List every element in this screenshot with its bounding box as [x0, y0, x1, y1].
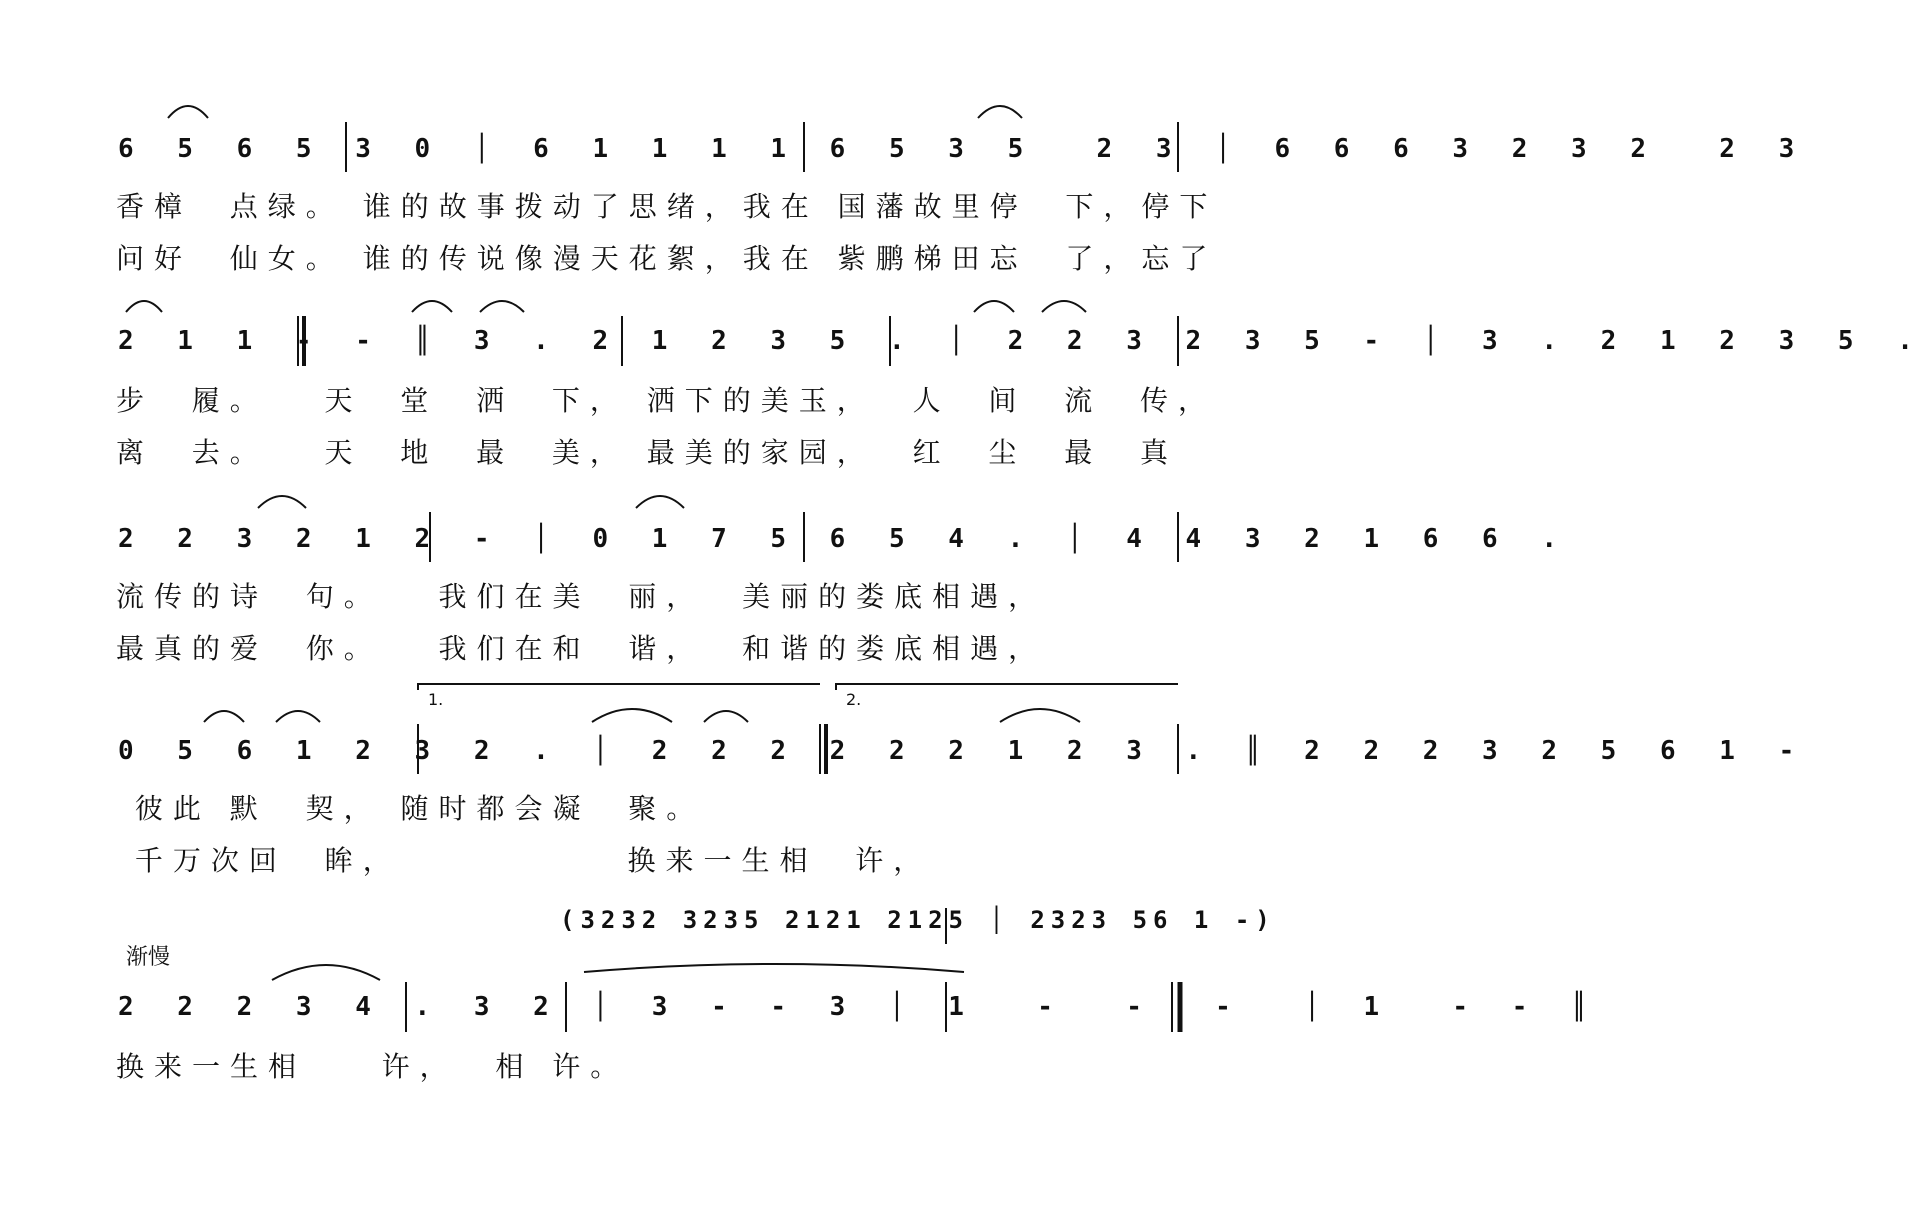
- slur-mark: [584, 964, 964, 972]
- lyric-row-1-verse-1: 香樟 点绿。 谁的故事拨动了思绪，我在 国藩故里停 下，停下: [116, 190, 1218, 223]
- volta-2-label: 2.: [846, 690, 862, 709]
- slur-mark: [636, 496, 684, 508]
- notation-row-1: 6 5 6 5 3 0 │ 6 1 1 1 1 6 5 3 5 2 3 │ 6 6 6 3 2 3 2 2 3: [118, 134, 1809, 164]
- slur-mark: [276, 711, 320, 722]
- slur-mark: [412, 301, 452, 312]
- volta-bracket: [418, 684, 820, 690]
- slur-mark: [704, 711, 748, 722]
- notation-row-3: 2 2 3 2 1 2 - │ 0 1 7 5 6 5 4 . │ 4 4 3 2 1 6 6 .: [118, 524, 1572, 554]
- lyric-row-4-verse-1: 彼此 默 契， 随时都会凝 聚。: [116, 792, 705, 825]
- notation-row-5: 2 2 2 3 4 . 3 2 │ 3 - - 3 │ 1 - - - │ 1 - - ║: [118, 992, 1601, 1022]
- notation-row-2: 2 1 1 - - ║ 3 . 2 1 2 3 5 . │ 2 2 3 2 3 5 - │ 3 . 2 1 2 3 5 .: [118, 326, 1927, 356]
- slur-mark: [592, 709, 672, 722]
- slur-mark: [1000, 709, 1080, 722]
- lyric-row-2-verse-1: 步 履。 天 堂 洒 下， 洒下的美玉， 人 间 流 传，: [116, 384, 1217, 417]
- slur-mark: [272, 965, 380, 980]
- slur-mark: [974, 301, 1014, 312]
- slur-mark: [480, 301, 524, 312]
- slur-mark: [258, 496, 306, 508]
- lyric-row-4-verse-2: 千万次回 眸， 换来一生相 许，: [116, 844, 932, 877]
- slur-mark: [1042, 301, 1086, 312]
- lyric-row-2-verse-2: 离 去。 天 地 最 美， 最美的家园， 红 尘 最 真: [116, 436, 1179, 469]
- lyric-row-5: 换来一生相 许， 相 许。: [116, 1050, 629, 1083]
- lyric-row-1-verse-2: 问好 仙女。 谁的传说像漫天花絮，我在 紫鹏梯田忘 了，忘了: [116, 242, 1218, 275]
- slur-mark: [204, 711, 244, 722]
- notation-row-4: 0 5 6 1 2 3 2 . │ 2 2 2 2 2 2 1 2 3 . ║ 2 2 2 3 2 5 6 1 -: [118, 736, 1809, 766]
- lyric-row-3-verse-1: 流传的诗 句。 我们在美 丽， 美丽的娄底相遇，: [116, 580, 1047, 613]
- slur-mark: [126, 301, 162, 312]
- instrumental-phrase: (3232 3235 2121 2125 │ 2323 56 1 -): [560, 906, 1276, 934]
- lyric-row-3-verse-2: 最真的爱 你。 我们在和 谐， 和谐的娄底相遇，: [116, 632, 1047, 665]
- slur-mark: [978, 106, 1022, 118]
- volta-1-label: 1.: [428, 690, 444, 709]
- volta-bracket: [836, 684, 1178, 690]
- tempo-mark: 渐慢: [126, 945, 171, 970]
- slur-mark: [168, 106, 208, 118]
